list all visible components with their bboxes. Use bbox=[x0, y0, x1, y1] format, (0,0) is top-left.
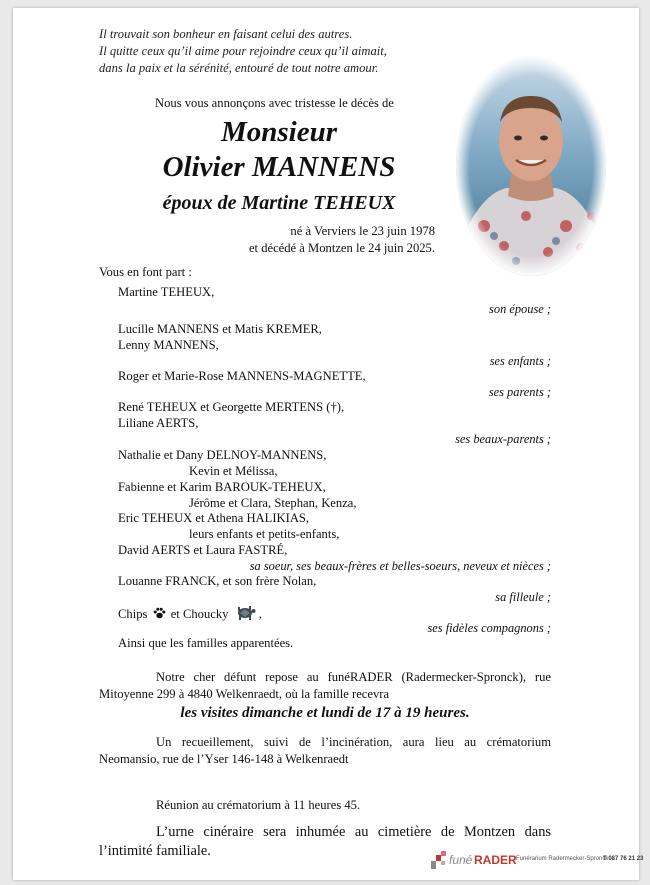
quote-line: dans la paix et la sérénité, entouré de tout notre amour. bbox=[99, 61, 379, 75]
announcement-intro: Nous vous annonçons avec tristesse le décès de bbox=[155, 96, 394, 110]
logo-mark-icon bbox=[431, 851, 447, 871]
family-member: Nathalie et Dany DELNOY-MANNENS, bbox=[118, 448, 327, 462]
pet-name: Chips bbox=[118, 607, 148, 621]
family-member: Roger et Marie-Rose MANNENS-MAGNETTE, bbox=[118, 369, 366, 383]
portrait-illustration bbox=[456, 56, 606, 276]
deceased-title: Monsieur bbox=[220, 116, 338, 148]
family-member: René TEHEUX et Georgette MERTENS (†), bbox=[118, 400, 345, 414]
family-member: David AERTS et Laura FASTRÉ, bbox=[118, 543, 288, 557]
family-member: Eric TEHEUX et Athena HALIKIAS, bbox=[118, 511, 310, 525]
announcers-heading: Vous en font part : bbox=[99, 265, 192, 279]
repose-paragraph: Notre cher défunt repose au funéRADER (Radermecker-Spronck), rue Mitoyenne 299 à 4840 Welkenraedt, où la famille recevra bbox=[99, 670, 551, 701]
visiting-hours: les visites dimanche et lundi de 17 à 19 heures. bbox=[180, 705, 470, 721]
birth-death-dates bbox=[173, 223, 435, 257]
relationship-label: ses enfants ; bbox=[489, 354, 551, 368]
family-member: Jérôme et Clara, Stephan, Kenza, bbox=[189, 496, 357, 510]
relationship-label: ses fidèles compagnons ; bbox=[427, 621, 551, 635]
reunion-line: Réunion au crématorium à 11 heures 45. bbox=[156, 798, 361, 812]
family-member: leurs enfants et petits-enfants, bbox=[189, 527, 340, 541]
family-member: Lucille MANNENS et Matis KREMER, bbox=[118, 322, 322, 336]
relationship-label: ses parents ; bbox=[488, 385, 551, 399]
family-closing: Ainsi que les familles apparentées. bbox=[118, 636, 294, 650]
pets-line bbox=[118, 605, 262, 622]
logo-phone: T 087 76 21 23 bbox=[603, 856, 644, 862]
family-member: Louanne FRANCK, et son frère Nolan, bbox=[118, 574, 317, 588]
punctuation: , bbox=[258, 607, 262, 621]
family-member: Martine TEHEUX, bbox=[118, 285, 215, 299]
logo-rader: RADER bbox=[474, 853, 517, 867]
urn-paragraph: L’urne cinéraire sera inhumée au cimetière de Montzen dans l’intimité familiale. bbox=[99, 824, 551, 859]
deceased-name: Olivier MANNENS bbox=[162, 151, 396, 183]
memorial-quote bbox=[99, 26, 387, 77]
family-member: Lenny MANNENS, bbox=[118, 338, 219, 352]
family-member: Fabienne et Karim BAROUK-TEHEUX, bbox=[118, 480, 326, 494]
paw-icon bbox=[153, 607, 166, 619]
relationship-label: ses beaux-parents ; bbox=[455, 432, 551, 446]
ceremony-paragraph: Un recueillement, suivi de l’incinération, aura lieu au crématorium Neomansio, rue de l’Yser 146-148 à Welkenraedt bbox=[99, 735, 551, 766]
death-date: et décédé à Montzen le 24 juin 2025. bbox=[248, 241, 435, 255]
tortoise-icon bbox=[234, 605, 256, 621]
family-member: Liliane AERTS, bbox=[118, 416, 199, 430]
logo-subtitle: Funérarium Radermecker-Spronck bbox=[516, 856, 609, 862]
relationship-label: sa soeur, ses beaux-frères et belles-soeurs, neveux et nièces ; bbox=[249, 559, 551, 573]
pet-name: et Choucky bbox=[170, 607, 229, 621]
family-member: Kevin et Mélissa, bbox=[189, 464, 278, 478]
birth-date: né à Verviers le 23 juin 1978 bbox=[290, 224, 435, 238]
logo-fune: funé bbox=[449, 853, 473, 867]
portrait-photo bbox=[456, 56, 606, 276]
quote-line: Il trouvait son bonheur en faisant celui des autres. bbox=[99, 27, 353, 41]
quote-line: Il quitte ceux qu’il aime pour rejoindre ceux qu’il aimait, bbox=[99, 44, 387, 58]
relationship-label: sa filleule ; bbox=[495, 590, 551, 604]
relationship-label: son épouse ; bbox=[489, 302, 551, 316]
obituary-page bbox=[13, 8, 644, 880]
spouse-line: époux de Martine TEHEUX bbox=[162, 192, 396, 214]
